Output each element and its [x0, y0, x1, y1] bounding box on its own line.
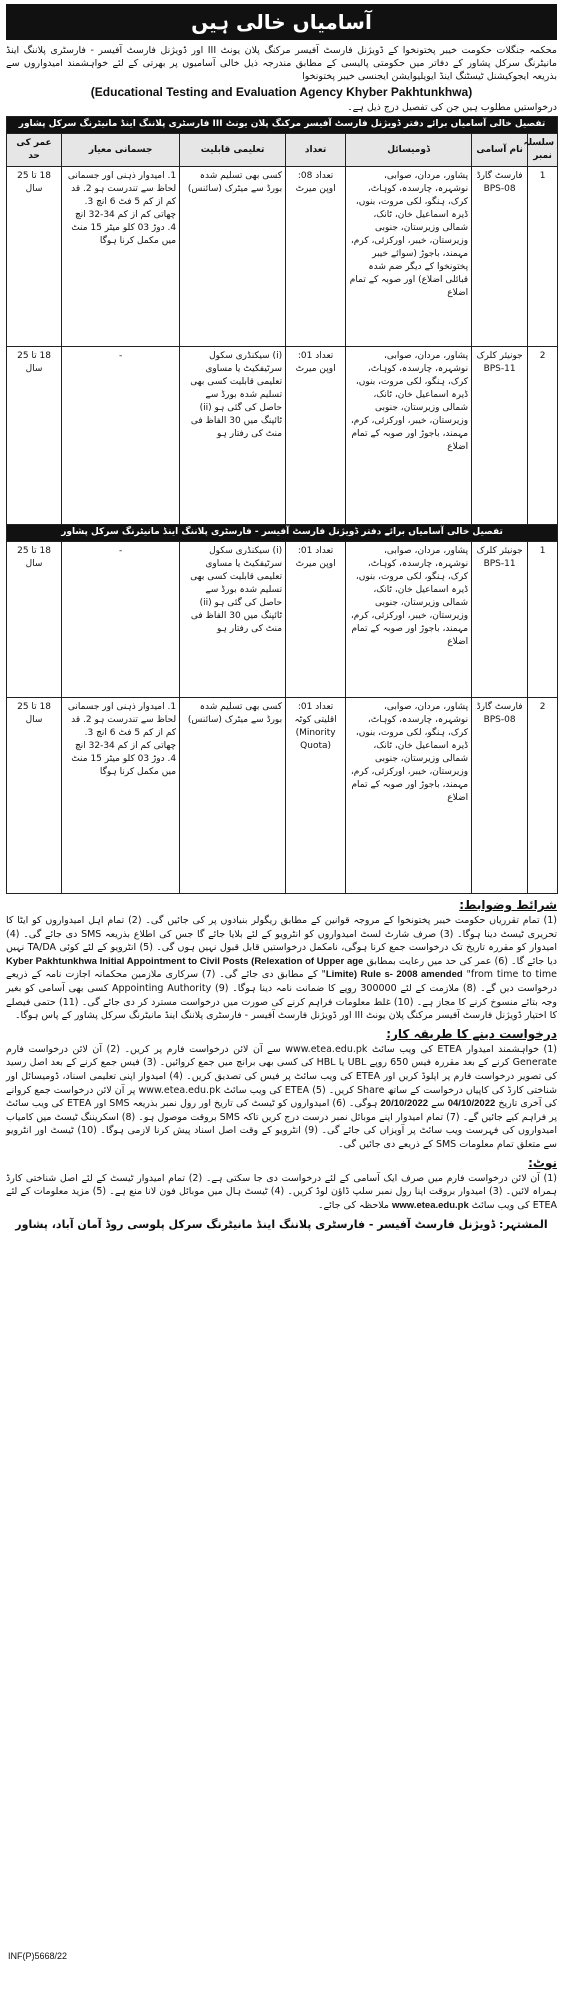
quota-label: (Minority Quota): [295, 728, 336, 752]
qualification-cell: (i) سیکنڈری سکول سرٹیفکیٹ یا مساوی تعلیمی قابلیت کسی بھی تسلیم شدہ بورڈ سے حاصل کی گئی ہو (ii) ٹائپنگ میں 30 الفاظ فی منٹ کی رفتار ہو: [180, 542, 286, 698]
count-cell: تعداد 01: اوپن میرٹ: [286, 542, 346, 698]
start-date: 04/10/2022: [447, 1098, 496, 1110]
post-name: فارسٹ گارڈ: [476, 702, 523, 713]
conditions-para-1: (1) تمام تقرریاں حکومت خیبر پختونخوا کے مروجہ قوانین کے مطابق ریگولر بنیادوں پر کی جائیں گی۔ (2) تمام اہل امیدواروں کو ایٹا کا تحریری ٹیسٹ دینا ہوگا۔ (3) صرف شارٹ لسٹ امیدواروں کو انٹرویو کے لئے بلایا جائے گا جس کی اطلاع بذریعہ SMS دی جائے گی۔ (4) امیدوار کو مقررہ تاریخ تک درخواست جمع کرنا ہوگی، نامکمل درخواستیں قابل قبول نہیں ہوں گی۔ (5) انٹرویو کے لئے کوئی TA/DA نہیں دیا جائے گا۔ (6) عمر کی حد میں رعایت بمطابق: [6, 915, 557, 967]
col-count: تعداد: [286, 134, 346, 167]
vacancy-table: [6, 116, 558, 894]
domicile-cell: پشاور، مردان، صوابی، نوشہرہ، چارسدہ، کوہاٹ، کرک، ہنگو، لکی مروت، بنوں، ڈیرہ اسماعیل خان، ٹانک، شمالی وزیرستان، جنوبی وزیرستان، خیبر، اورکزئی، کرم، مہمند، باجوڑ (سوائے خیبر پختونخوا کے دیگر ضم شدہ قبائلی اضلاع) اور صوبہ کے تمام اضلاع: [346, 167, 472, 347]
count-cell: تعداد 08: اوپن میرٹ: [286, 167, 346, 347]
post-scale: BPS-11: [483, 559, 516, 570]
physical-cell: -: [62, 347, 180, 525]
post-scale: BPS-08: [483, 715, 516, 726]
conditions-text: [6, 914, 557, 1023]
agency-name: (Educational Testing and Evaluation Agency Khyber Pakhtunkhwa): [90, 84, 473, 99]
physical-cell: 1. امیدوار ذہنی اور جسمانی لحاظ سے تندرست ہو 2. قد کم از کم 5 فٹ 6 انچ 3. چھاتی کم از کم 34-32 انچ 4. دوڑ 03 کلو میٹر 15 منٹ میں مکمل کرنا ہوگا: [62, 167, 180, 347]
post-cell: [472, 167, 528, 347]
intro-text-end: درخواستیں مطلوب ہیں جن کی تفصیل درج ذیل ہے۔: [347, 101, 557, 113]
conditions-para-2: "from time to time" کے مطابق دی جائے گی۔ (7) سرکاری ملازمین محکمانہ اجازت نامہ کے ذریعے درخواست دیں گے۔ (8) ملازمت کے لئے 300000 روپے کا ضمانت نامہ دینا ہوگا۔ (9) Appointing Authority کسی بھی آسامی کو بغیر وجہ بتائے منسوخ کرنے کا مجاز ہے۔ (10) غلط معلومات فراہم کرنے کی صورت میں درخواست مسترد کر دی جائے گی۔ (11) حتمی فیصلے کا اختیار ڈویژنل فارسٹ آفیسر مرکنگ پلان یونٹ III اور ڈویژنل فارسٹ آفیسر - فارسٹری پلاننگ اینڈ مانیٹرنگ سرکل پشاور کے پاس ہوگا۔: [6, 969, 557, 1022]
conditions-title: شرائط وضوابط:: [459, 898, 557, 913]
age-cell: 18 تا 25 سال: [7, 698, 62, 894]
notes-title: نوٹ:: [528, 1155, 557, 1170]
date-joiner: سے: [431, 1098, 445, 1110]
post-cell: [472, 347, 528, 525]
post-name: جونیئر کلرک: [476, 546, 523, 557]
rule-reference: Kyber Pakhtunkhwa Initial Appointment to Civil Posts (Relexation of Upper age Limite) Rule s- 2008 amended: [6, 955, 463, 981]
serial-cell: 1: [528, 167, 558, 347]
serial-cell: 2: [528, 347, 558, 525]
qualification-cell: (i) سیکنڈری سکول سرٹیفکیٹ یا مساوی تعلیمی قابلیت کسی بھی تسلیم شدہ بورڈ سے حاصل کی گئی ہو (ii) ٹائپنگ میں 30 الفاظ فی منٹ کی رفتار ہو: [180, 347, 286, 525]
etea-website-link[interactable]: www.etea.edu.pk: [392, 1199, 469, 1211]
post-scale: BPS-11: [483, 364, 516, 375]
col-qualification: تعلیمی قابلیت: [180, 134, 286, 167]
table-row: [7, 698, 558, 894]
domicile-cell: پشاور، مردان، صوابی، نوشہرہ، چارسدہ، کوہاٹ، کرک، ہنگو، لکی مروت، بنوں، ڈیرہ اسماعیل خان، ٹانک، شمالی وزیرستان، جنوبی وزیرستان، خیبر، اورکزئی، کرم، مہمند، باجوڑ اور صوبہ کے تمام اضلاع: [346, 542, 472, 698]
last-date: 20/10/2022: [380, 1098, 429, 1110]
apply-title: درخواست دینے کا طریقہ کار:: [386, 1026, 557, 1041]
table-row: [7, 167, 558, 347]
section-title: تفصیل خالی آسامیاں برائے دفتر ڈویژنل فارسٹ آفیسر - فارسٹری پلاننگ اینڈ مانیٹرنگ سرکل پشاور: [7, 525, 558, 542]
col-post: نام آسامی: [472, 134, 528, 167]
col-physical: جسمانی معیار: [62, 134, 180, 167]
count-cell: تعداد 01: اوپن میرٹ: [286, 347, 346, 525]
page-title: آسامیاں خالی ہیں: [6, 4, 557, 40]
age-cell: 18 تا 25 سال: [7, 542, 62, 698]
intro-block: [6, 44, 557, 114]
post-scale: BPS-08: [483, 184, 516, 195]
post-cell: [472, 698, 528, 894]
physical-cell: -: [62, 542, 180, 698]
age-cell: 18 تا 25 سال: [7, 167, 62, 347]
domicile-cell: پشاور، مردان، صوابی، نوشہرہ، چارسدہ، کوہاٹ، کرک، ہنگو، لکی مروت، بنوں، ڈیرہ اسماعیل خان، ٹانک، شمالی وزیرستان، جنوبی وزیرستان، خیبر، اورکزئی، کرم، مہمند، باجوڑ اور صوبہ کے تمام اضلاع: [346, 698, 472, 894]
col-domicile: ڈومیسائل: [346, 134, 472, 167]
qualification-cell: کسی بھی تسلیم شدہ بورڈ سے میٹرک (سائنس): [180, 167, 286, 347]
notes-para-2: ملاحظہ کی جائے۔: [317, 1199, 389, 1211]
table-row: [7, 347, 558, 525]
physical-cell: 1. امیدوار ذہنی اور جسمانی لحاظ سے تندرست ہو 2. قد کم از کم 5 فٹ 6 انچ 3. چھاتی کم از کم 34-32 انچ 4. دوڑ 03 کلو میٹر 15 منٹ میں مکمل کرنا ہوگا: [62, 698, 180, 894]
apply-para-2: ہوگی۔ (6) امیدواروں کو ٹیسٹ کی تاریخ اور رول نمبر بذریعہ SMS اور ETEA کی ویب سائٹ پر فراہم کیے جائیں گے۔ (7) تمام امیدوار اپنے موبائل نمبر درست درج کریں تاکہ SMS بروقت موصول ہو۔ (8) اسکریننگ ٹیسٹ میں کامیاب امیدواروں کی فہرست ویب سائٹ پر آویزاں کی جائے گی۔ (9) انٹرویو کے وقت اصل اسناد پیش کرنا لازمی ہوگا۔ (10) ٹیسٹ اور انٹرویو سے متعلق تمام معلومات SMS کے ذریعے دی جائیں گی۔: [6, 1098, 558, 1150]
notes-text: [6, 1172, 557, 1213]
section-header-b: [7, 525, 558, 542]
reference-number: INF(P)5668/22: [8, 1951, 68, 1961]
section-title: تفصیل خالی آسامیاں برائے دفتر ڈویژنل فارسٹ آفیسر مرکنگ پلان یونٹ III فارسٹری پلاننگ اینڈ مانیٹرنگ سرکل پشاور: [7, 117, 558, 134]
apply-para-1: (1) خواہشمند امیدوار ETEA کی ویب سائٹ www.etea.edu.pk سے آن لائن درخواست فارم پر کریں۔ (2) آن لائن درخواست فارم Generate کرنے کے بعد مقررہ فیس 650 روپے UBL یا HBL کی کسی بھی برانچ میں جمع کروائیں۔ (3) فیس جمع کرنے کے بعد اصل رسید کی تصویر درخواست فارم پر اپلوڈ کریں اور ETEA کی ویب سائٹ پر فیس کی تصدیق کریں۔ (4) امیدوار اپنی تعلیمی اسناد، ڈومیسائل اور شناختی کارڈ کی کاپیاں درخواست کے ساتھ Share کریں۔ (5) ETEA کی ویب سائٹ www.etea.edu.pk پر آن لائن درخواست جمع کروانے کی آخری تاریخ: [6, 1043, 558, 1110]
col-age: عمر کی حد: [7, 134, 62, 167]
intro-text: محکمہ جنگلات حکومت خیبر پختونخوا کے ڈویژنل فارسٹ آفیسر مرکنگ پلان یونٹ III اور ڈویژنل فارسٹ آفیسر - فارسٹری پلاننگ اینڈ مانیٹرنگ سرکل پشاور کے دفاتر میں حکومتی پالیسی کے مطابق مندرجہ ذیل خالی آسامیوں پر بھرتی کے لئے خواہشمند امیدواروں سے بذریعہ ایجوکیشنل ٹیسٹنگ اینڈ ایویلیوایشن ایجنسی خیبر پختونخوا: [6, 45, 557, 83]
age-cell: 18 تا 25 سال: [7, 347, 62, 525]
col-serial: سلسلہ نمبر: [528, 134, 558, 167]
post-name: جونیئر کلرک: [476, 351, 523, 362]
advertiser-signature: المشتہر: ڈویژنل فارسٹ آفیسر - فارسٹری پلاننگ اینڈ مانیٹرنگ سرکل پلوسی روڈ آمان آباد، پشاور: [15, 1218, 548, 1232]
post-name: فارسٹ گارڈ: [476, 171, 523, 182]
section-header-a: [7, 117, 558, 134]
count-text: تعداد 01: اقلیتی کوٹہ: [294, 702, 337, 726]
table-header-row: [7, 134, 558, 167]
post-cell: [472, 542, 528, 698]
domicile-cell: پشاور، مردان، صوابی، نوشہرہ، چارسدہ، کوہاٹ، کرک، ہنگو، لکی مروت، بنوں، ڈیرہ اسماعیل خان، ٹانک، شمالی وزیرستان، جنوبی وزیرستان، خیبر، اورکزئی، کرم، مہمند، باجوڑ اور صوبہ کے تمام اضلاع: [346, 347, 472, 525]
notes-para-1: (1) آن لائن درخواست فارم میں صرف ایک آسامی کے لئے درخواست دی جا سکتی ہے۔ (2) تمام امیدوار ٹیسٹ کے لئے اصل شناختی کارڈ ہمراہ لائیں۔ (3) امیدوار بروقت اپنا رول نمبر سلپ ڈاؤن لوڈ کریں۔ (4) ٹیسٹ ہال میں موبائل فون لانا منع ہے۔ (5) مزید معلومات کے لئے ETEA کی ویب سائٹ: [6, 1172, 557, 1211]
table-row: [7, 542, 558, 698]
apply-text: [6, 1043, 557, 1152]
serial-cell: 1: [528, 542, 558, 698]
serial-cell: 2: [528, 698, 558, 894]
qualification-cell: کسی بھی تسلیم شدہ بورڈ سے میٹرک (سائنس): [180, 698, 286, 894]
count-cell: [286, 698, 346, 894]
